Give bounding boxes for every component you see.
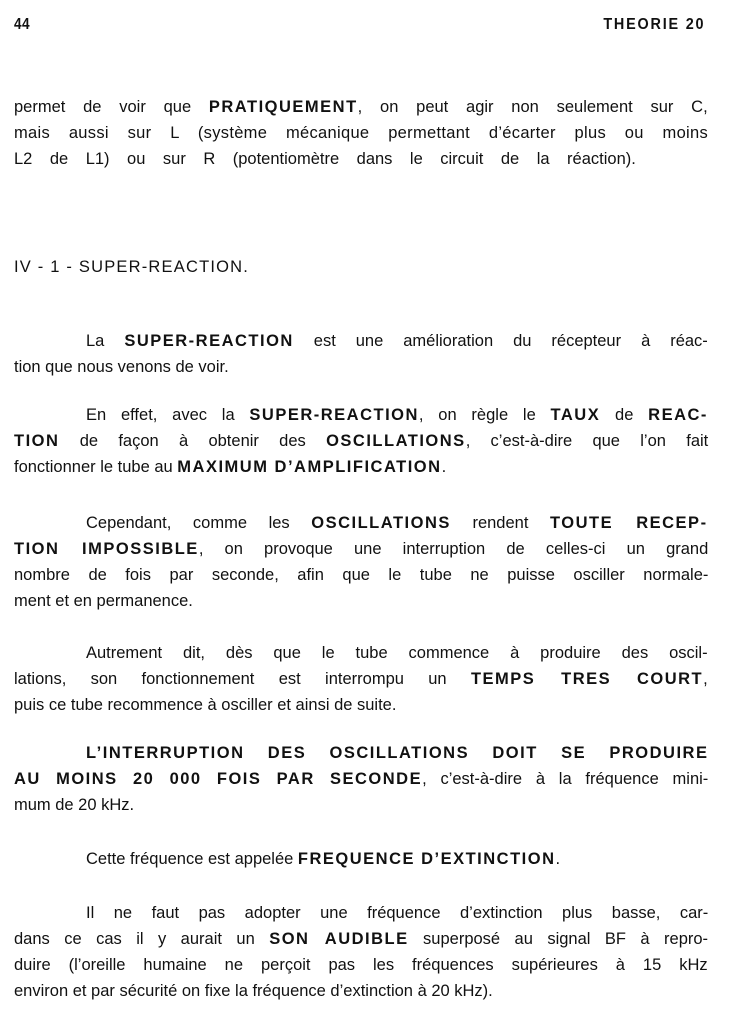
text-line	[14, 666, 708, 692]
emphasis-text: TAUX	[550, 406, 601, 424]
emphasis-text: TION	[14, 432, 60, 450]
line-content: L’INTERRUPTION DES OSCILLATIONS DOIT SE PRODUIRE	[86, 744, 709, 762]
text-run: , on peut agir non seulement sur C,	[357, 98, 708, 116]
emphasis-text: AU MOINS 20 000 FOIS PAR SECONDE	[14, 770, 423, 788]
emphasis-text: OSCILLATIONS	[311, 514, 451, 532]
line-content: tion que nous venons de voir.	[14, 358, 229, 376]
text-run: Cette fréquence est appelée	[86, 850, 298, 868]
line-content: L2 de L1) ou sur R (potentiomètre dans le circuit de la réaction).	[14, 150, 636, 168]
page-header	[14, 16, 705, 38]
text-run: ,	[703, 670, 708, 688]
emphasis-text: FREQUENCE D’EXTINCTION	[297, 850, 556, 868]
paragraph	[14, 402, 708, 480]
text-run: fonctionner le tube au	[14, 458, 178, 476]
emphasis-text: SUPER-REACTION	[124, 332, 294, 350]
text-line	[14, 120, 708, 146]
line-content: duire (l’oreille humaine ne perçoit pas les fréquences supérieures à 15 kHz	[14, 956, 708, 974]
line-content: mum de 20 kHz.	[14, 796, 135, 814]
paragraph	[14, 510, 708, 614]
text-run: dans ce cas il y aurait un	[14, 930, 270, 948]
line-content: nombre de fois par seconde, afin que le tube ne puisse osciller normale-	[14, 566, 709, 584]
text-line	[14, 354, 708, 380]
line-content	[14, 94, 708, 120]
line-content	[14, 766, 708, 792]
text-line	[14, 454, 708, 480]
paragraph-continuation	[14, 94, 708, 172]
text-run: , c’est-à-dire à la fréquence mini-	[422, 770, 709, 788]
line-content: environ et par sécurité on fixe la fréquence d’extinction à 20 kHz).	[14, 982, 493, 1000]
line-content: IV - 1 - SUPER-REACTION.	[14, 258, 250, 276]
text-line	[14, 94, 708, 120]
emphasis-text: TOUTE RECEP-	[550, 514, 708, 532]
text-line	[14, 846, 708, 872]
text-run: est une amélioration du récepteur à réac-	[293, 332, 708, 350]
line-content	[14, 428, 708, 454]
text-run: permet de voir que	[14, 98, 209, 116]
text-line	[14, 328, 708, 354]
text-run: La	[86, 332, 125, 350]
text-line	[14, 926, 708, 952]
emphasis-text: SUPER-REACTION	[249, 406, 419, 424]
text-run: , c’est-à-dire que l’on fait	[465, 432, 709, 450]
line-content: Autrement dit, dès que le tube commence à produire des oscil-	[86, 644, 708, 662]
emphasis-text: TEMPS TRES COURT	[470, 670, 704, 688]
text-run: de	[600, 406, 649, 424]
text-line	[14, 900, 708, 926]
paragraph	[14, 640, 708, 718]
text-run: rendent	[450, 514, 551, 532]
text-run: de façon à obtenir des	[59, 432, 327, 450]
text-line	[14, 562, 708, 588]
text-run: .	[441, 458, 447, 476]
text-line	[14, 428, 708, 454]
paragraph	[14, 900, 708, 1004]
text-run: Cependant, comme les	[86, 514, 312, 532]
text-line	[14, 978, 708, 1004]
text-line	[14, 536, 708, 562]
text-run: En effet, avec la	[86, 406, 250, 424]
text-line	[14, 692, 708, 718]
page-number: 44	[14, 16, 30, 33]
text-line	[14, 640, 708, 666]
text-run: lations, son fonctionnement est interrompu un	[14, 670, 471, 688]
line-content	[86, 846, 560, 872]
line-content	[86, 328, 708, 354]
line-content: mais aussi sur L (système mécanique permettant d’écarter plus ou moins	[14, 124, 709, 142]
text-line	[14, 952, 708, 978]
text-run: superposé au signal BF à repro-	[408, 930, 709, 948]
text-line	[14, 766, 708, 792]
line-content	[14, 454, 446, 480]
emphasis-text: TION IMPOSSIBLE	[14, 540, 199, 558]
emphasis-text: OSCILLATIONS	[326, 432, 466, 450]
line-content: ment et en permanence.	[14, 592, 193, 610]
emphasis-text: PRATIQUEMENT	[208, 98, 358, 116]
line-content	[14, 536, 708, 562]
emphasis-text: SON AUDIBLE	[269, 930, 409, 948]
paragraph	[14, 846, 708, 872]
line-content	[14, 666, 708, 692]
line-content	[86, 510, 708, 536]
text-run: , on règle le	[418, 406, 551, 424]
section-heading	[14, 254, 708, 280]
line-content: Il ne faut pas adopter une fréquence d’extinction plus basse, car-	[86, 904, 709, 922]
text-run: , on provoque une interruption de celles-ci un grand	[198, 540, 709, 558]
line-content	[14, 926, 708, 952]
emphasis-line	[14, 740, 708, 766]
running-title: THEORIE 20	[602, 16, 705, 33]
text-line	[14, 588, 708, 614]
line-content	[86, 402, 708, 428]
text-line	[14, 792, 708, 818]
text-line	[14, 510, 708, 536]
paragraph	[14, 740, 708, 818]
text-line	[14, 402, 708, 428]
emphasis-text: MAXIMUM D’AMPLIFICATION	[177, 458, 442, 476]
text-line	[14, 146, 708, 172]
text-run: .	[555, 850, 561, 868]
paragraph	[14, 328, 708, 380]
line-content: puis ce tube recommence à osciller et ainsi de suite.	[14, 696, 397, 714]
emphasis-text: REAC-	[648, 406, 708, 424]
